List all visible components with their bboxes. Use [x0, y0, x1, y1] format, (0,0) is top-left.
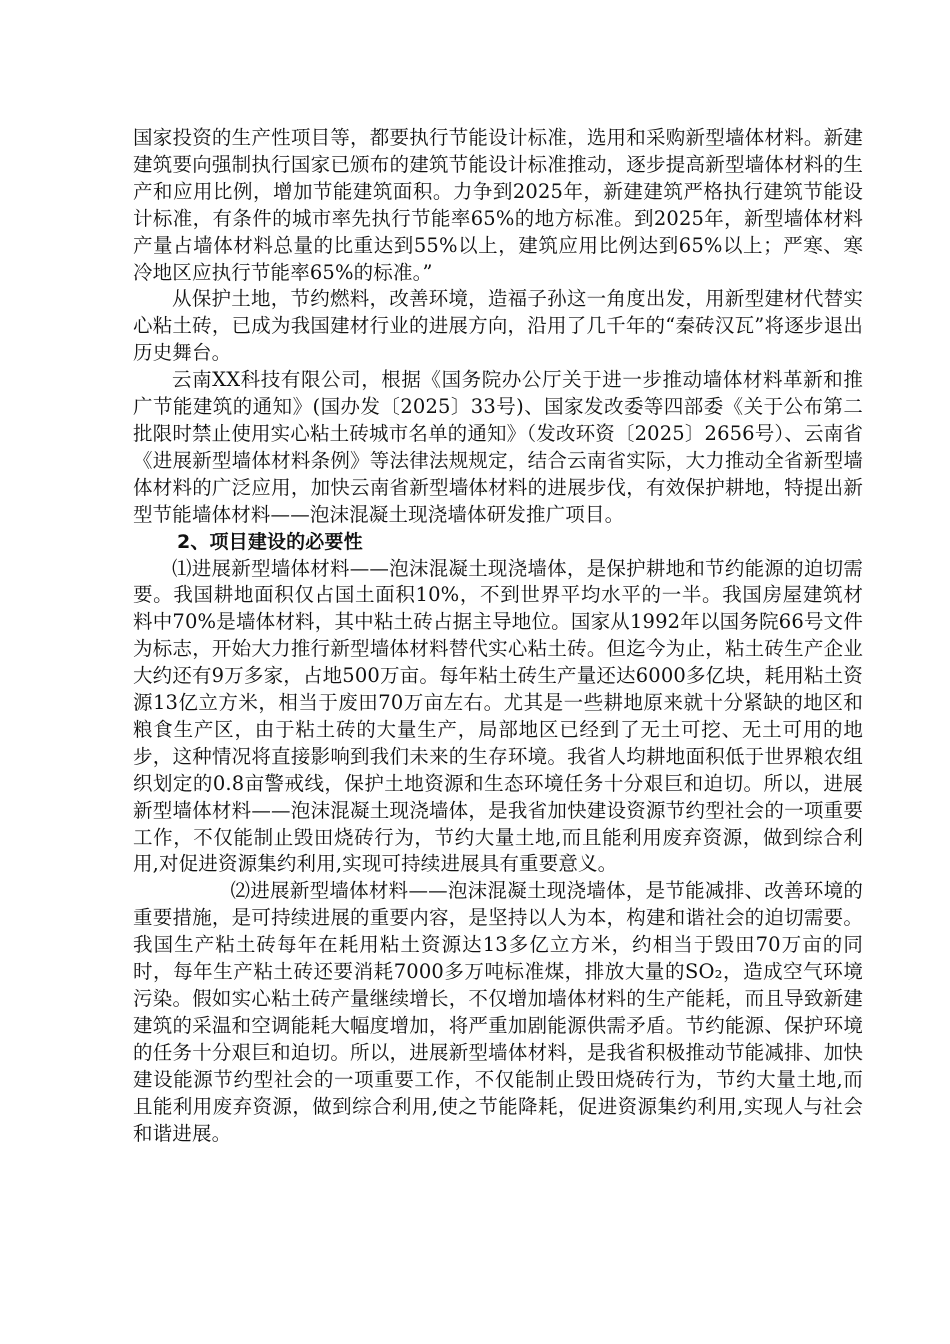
paragraph-point-2: ⑵进展新型墙体材料——泡沫混凝土现浇墙体，是节能减排、改善环境的重要措施，是可持续进展的重要内容，是坚持以人为本，构建和谐社会的迫切需要。我国生产粘土砖每年在耗用粘土资源达13多亿立方米，约相当于毁田70万亩的同时，每年生产粘土砖还要消耗7000多万吨标准煤，排放大量的SO₂，造成空气环境污染。假如实心粘土砖产量继续增长，不仅增加墙体材料的生产能耗，而且导致新建建筑的采温和空调能耗大幅度增加，将严重加剧能源供需矛盾。节约能源、保护环境的任务十分艰巨和迫切。所以，进展新型墙体材料，是我省积极推动节能减排、加快建设能源节约型社会的一项重要工作，不仅能制止毁田烧砖行为，节约大量土地,而且能利用废弃资源，做到综合利用,使之节能降耗，促进资源集约利用,实现人与社会和谐进展。 [133, 879, 863, 1145]
section-heading-necessity: 2、项目建设的必要性 [177, 530, 363, 553]
paragraph-protect-land: 从保护土地，节约燃料，改善环境，造福子孙这一角度出发，用新型建材代替实心粘土砖，已成为我国建材行业的进展方向，沿用了几千年的“秦砖汉瓦”将逐步退出历史舞台。 [133, 287, 863, 365]
paragraph-point-1: ⑴进展新型墙体材料——泡沫混凝土现浇墙体，是保护耕地和节约能源的迫切需要。我国耕地面积仅占国土面积10%，不到世界平均水平的一半。我国房屋建筑材料中70%是墙体材料，其中粘土砖占据主导地位。国家从1992年以国务院66号文件为标志，开始大力推行新型墙体材料替代实心粘土砖。但迄今为止，粘土砖生产企业大约还有9万多家，占地500万亩。每年粘土砖生产量还达6000多亿块，耗用粘土资源13亿立方米，相当于废田70万亩左右。尤其是一些耕地原来就十分紧缺的地区和粮食生产区，由于粘土砖的大量生产，局部地区已经到了无土可挖、无土可用的地步，这种情况将直接影响到我们未来的生存环境。我省人均耕地面积低于世界粮农组织划定的0.8亩警戒线，保护土地资源和生态环境任务十分艰巨和迫切。所以，进展新型墙体材料——泡沫混凝土现浇墙体，是我省加快建设资源节约型社会的一项重要工作，不仅能制止毁田烧砖行为，节约大量土地,而且能利用废弃资源，做到综合利用,对促进资源集约利用,实现可持续进展具有重要意义。 [133, 556, 863, 876]
paragraph-intro: 国家投资的生产性项目等，都要执行节能设计标准，选用和采购新型墙体材料。新建建筑要向强制执行国家已颁布的建筑节能设计标准推动，逐步提高新型墙体材料的生产和应用比例，增加节能建筑面积。力争到2025年，新建建筑严格执行建筑节能设计标准，有条件的城市率先执行节能率65%的地方标准。到2025年，新型墙体材料产量占墙体材料总量的比重达到55%以上，建筑应用比例达到65%以上；严寒、寒冷地区应执行节能率65%的标准。” [133, 126, 863, 284]
document-page [133, 125, 863, 1147]
paragraph-company: 云南XX科技有限公司，根据《国务院办公厅关于进一步推动墙体材料革新和推广节能建筑的通知》(国办发〔2025〕33号)、国家发改委等四部委《关于公布第二批限时禁止使用实心粘土砖城市名单的通知》（发改环资〔2025〕2656号）、云南省《进展新型墙体材料条例》等法律法规规定，结合云南省实际，大力推动全省新型墙体材料的广泛应用，加快云南省新型墙体材料的进展步伐，有效保护耕地，特提出新型节能墙体材料——泡沫混凝土现浇墙体研发推广项目。 [133, 368, 863, 526]
